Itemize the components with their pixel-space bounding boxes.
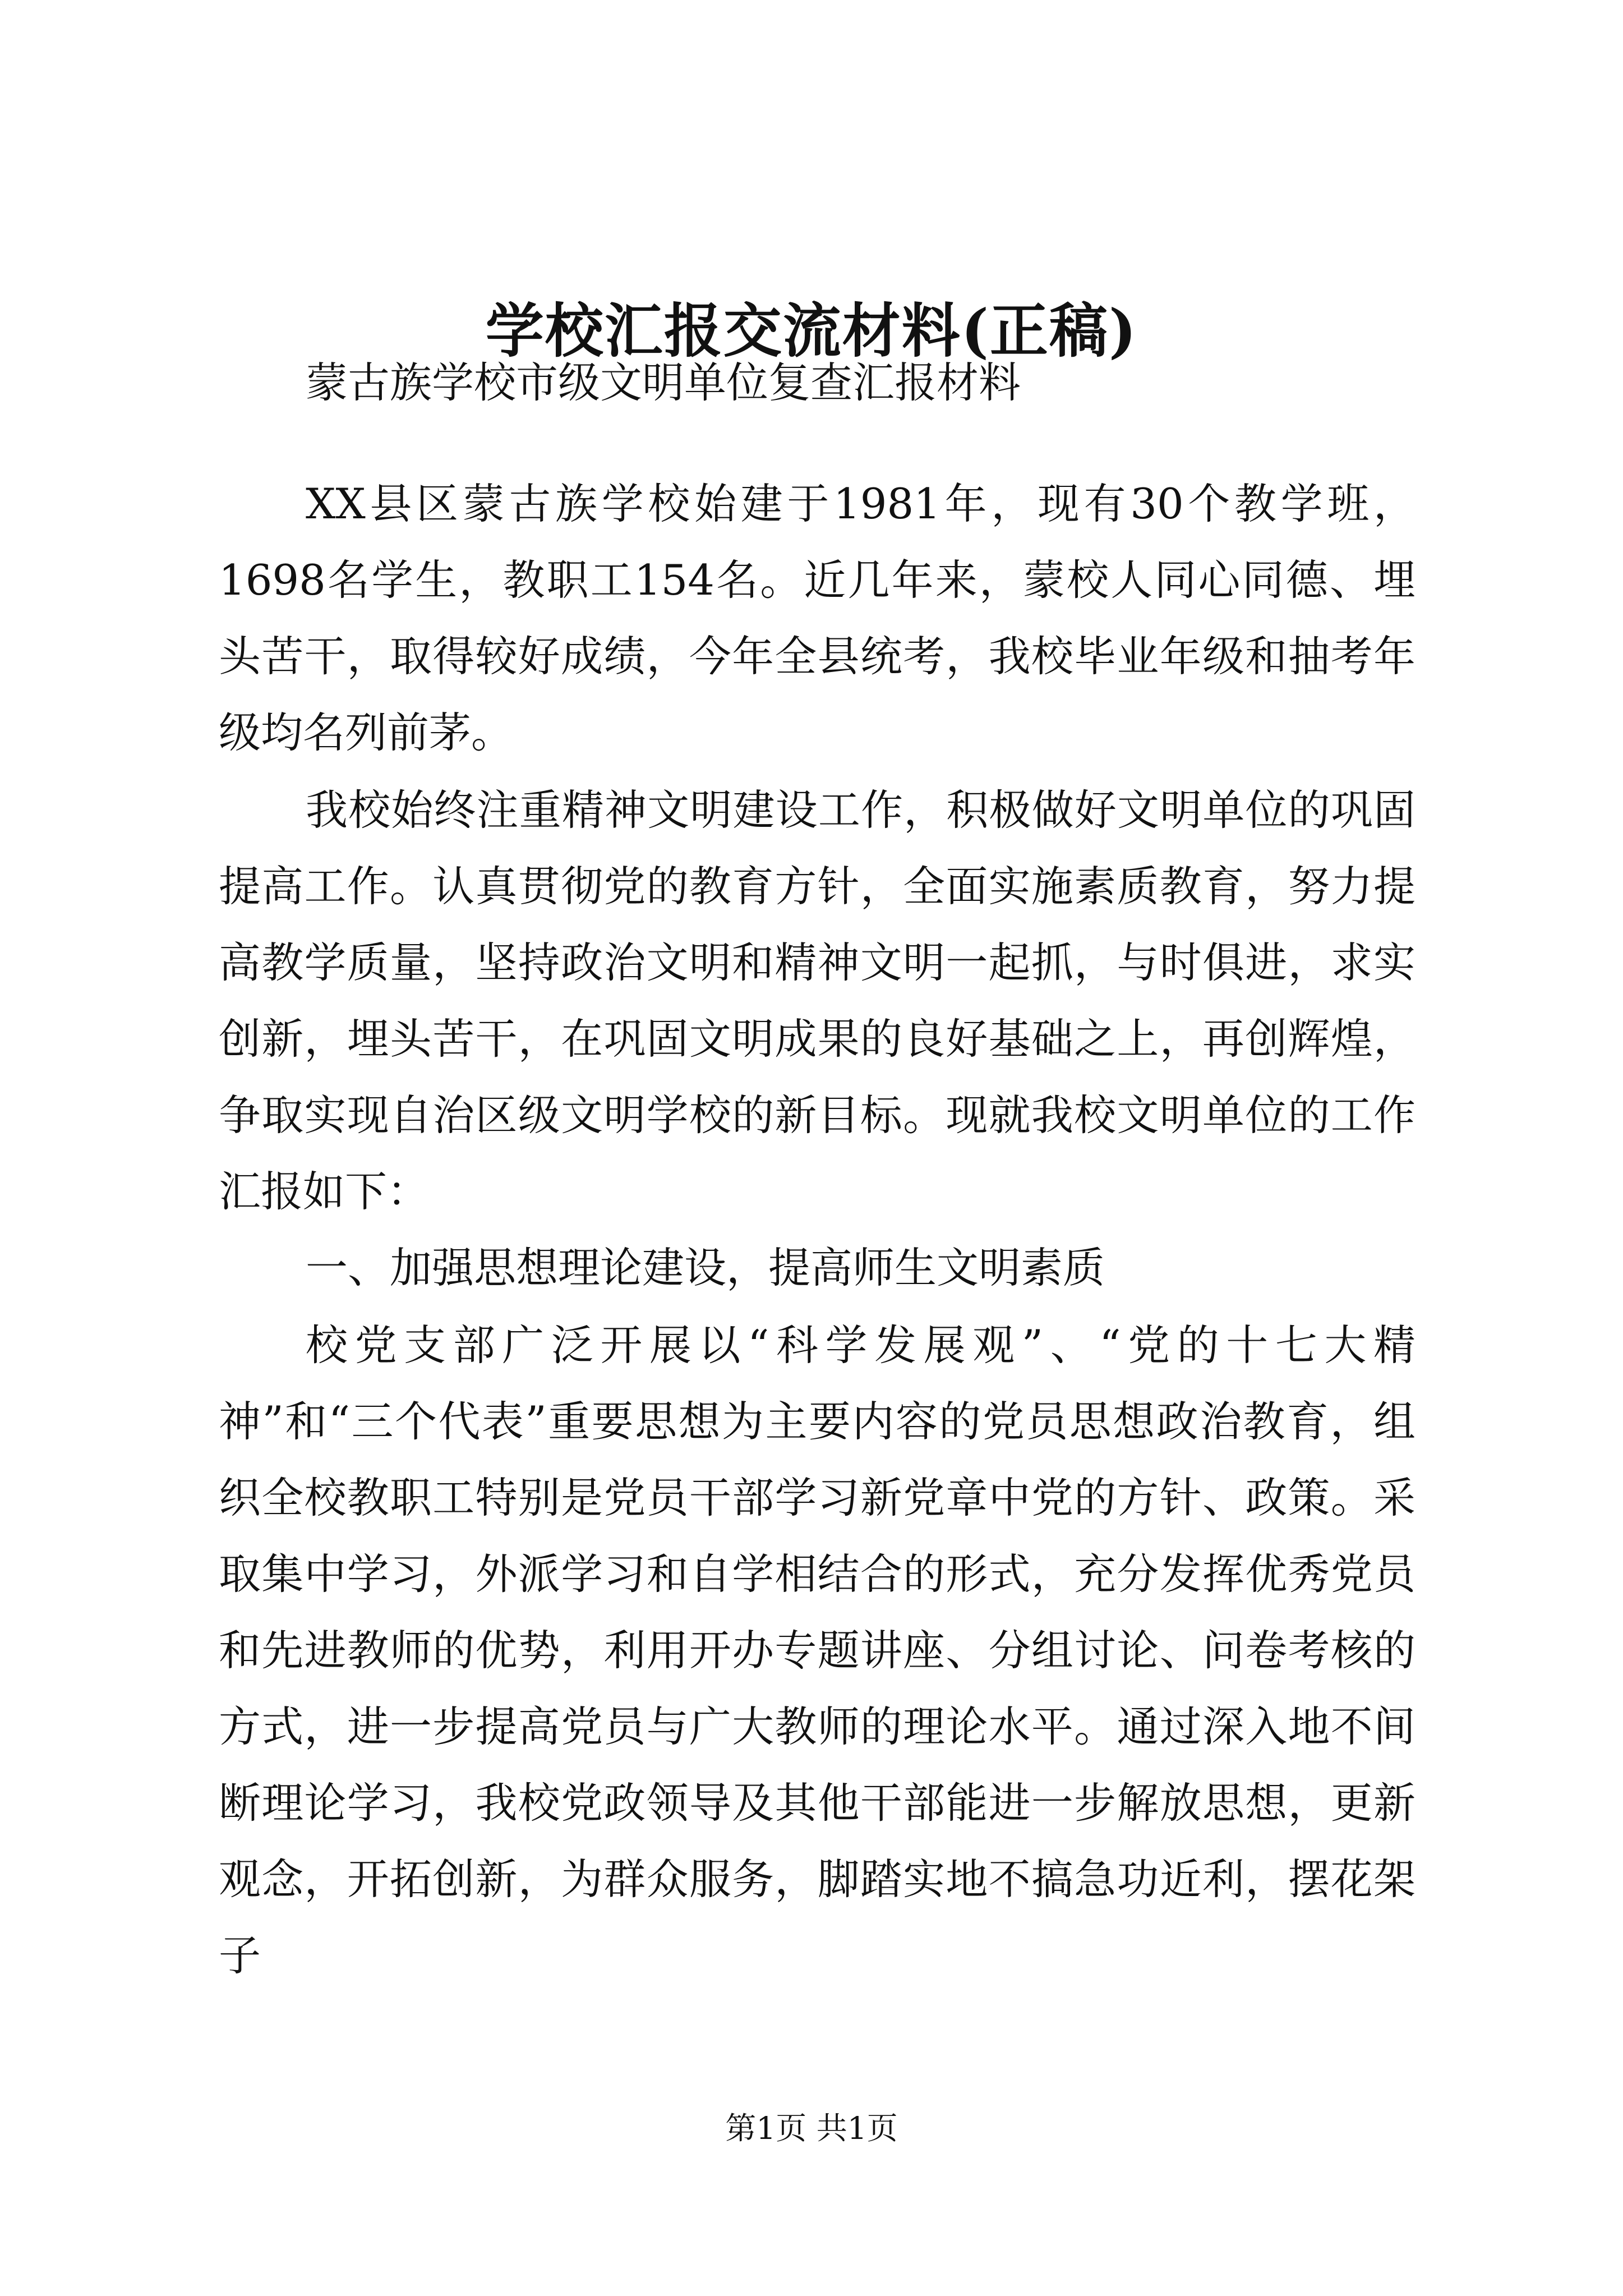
document-subtitle: 蒙古族学校市级文明单位复查汇报材料 (306, 358, 1021, 407)
document-title: 学校汇报交流材料(正稿) (485, 296, 1138, 365)
page-number-footer: 第1页 共1页 (725, 2110, 898, 2146)
paragraph-party-education: 校党支部广泛开展以“科学发展观”、“党的十七大精神”和“三个代表”重要思想为主要内容的党员思想政治教育，组织全校教职工特别是党员干部学习新党章中党的方针、政策。采取集中学习，外派学习和自学相结合的形式，充分发挥优秀党员和先进教师的优势，利用开办专题讲座、分组讨论、问卷考核的方式，进一步提高党员与广大教师的理论水平。通过深入地不间断理论学习，我校党政领导及其他干部能进一步解放思想，更新观念，开拓创新，为群众服务，脚踏实地不搞急功近利，摆花架子 (219, 1320, 1415, 1980)
section-heading-ideology: 一、加强思想理论建设，提高师生文明素质 (306, 1243, 1105, 1292)
paragraph-civilization-work: 我校始终注重精神文明建设工作，积极做好文明单位的巩固提高工作。认真贯彻党的教育方针，全面实施素质教育，努力提高教学质量，坚持政治文明和精神文明一起抓，与时俱进，求实创新，埋头苦干，在巩固文明成果的良好基础之上，再创辉煌，争取实现自治区级文明学校的新目标。现就我校文明单位的工作汇报如下： (219, 785, 1415, 1216)
paragraph-school-overview: XX县区蒙古族学校始建于1981年，现有30个教学班，1698名学生，教职工154名。近几年来，蒙校人同心同德、埋头苦干，取得较好成绩，今年全县统考，我校毕业年级和抽考年级均名列前茅。 (219, 479, 1415, 757)
